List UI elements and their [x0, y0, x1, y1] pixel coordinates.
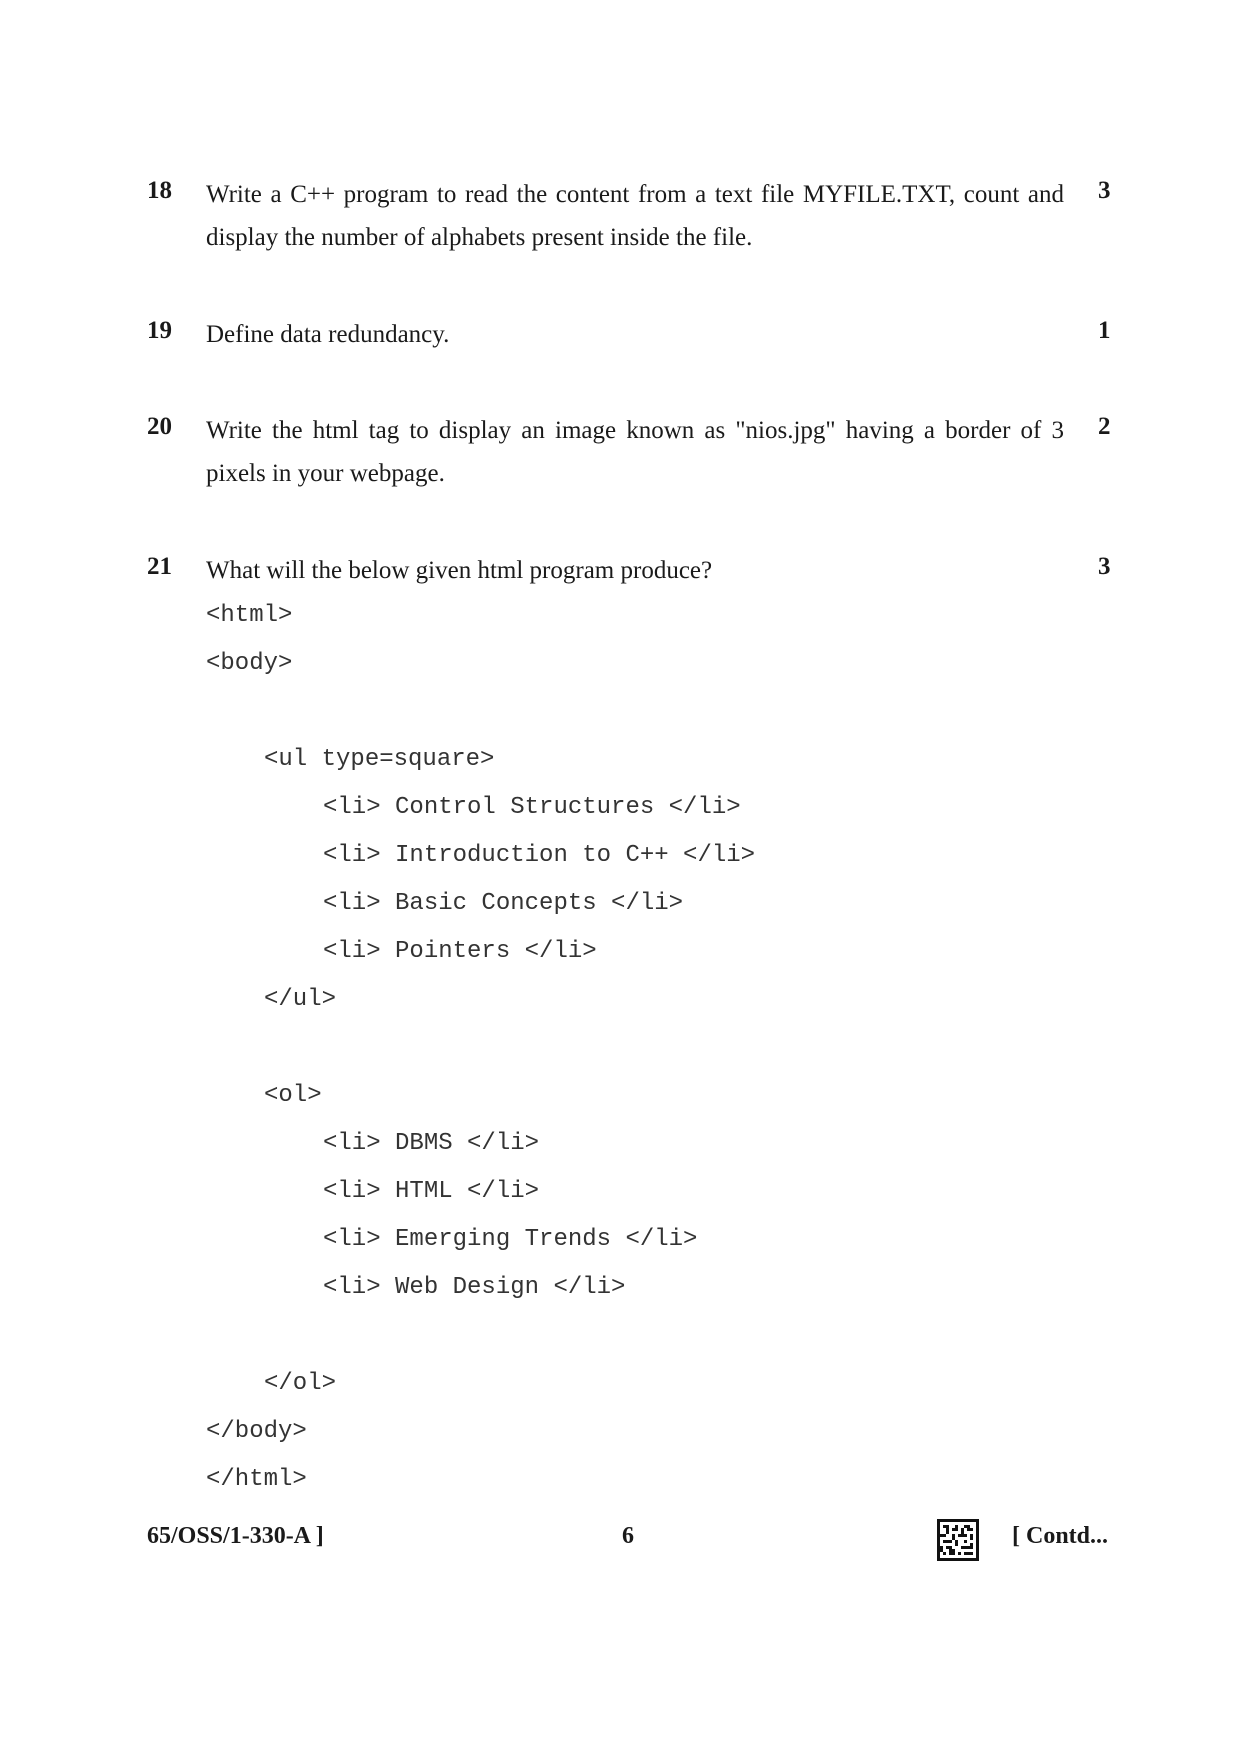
- code-line: <ul type=square>: [264, 746, 495, 773]
- page-number: 6: [622, 1523, 634, 1549]
- code-line: <li> Control Structures </li>: [323, 794, 741, 821]
- question-number: 20: [147, 413, 172, 440]
- code-line: <ol>: [264, 1082, 322, 1109]
- question-text: Define data redundancy.: [206, 321, 450, 348]
- code-line: <html>: [206, 602, 293, 629]
- question-marks: 1: [1098, 317, 1111, 344]
- code-line: <li> DBMS </li>: [323, 1130, 540, 1157]
- code-line: </ul>: [264, 986, 337, 1013]
- paper-code: 65/OSS/1-330-A ]: [147, 1523, 324, 1549]
- question-marks: 3: [1098, 177, 1111, 204]
- code-line: <body>: [206, 650, 293, 677]
- question-marks: 3: [1098, 553, 1111, 580]
- question-marks: 2: [1098, 413, 1111, 440]
- code-line: <li> Web Design </li>: [323, 1274, 626, 1301]
- code-line: </body>: [206, 1418, 307, 1445]
- qr-code-icon: [937, 1519, 979, 1561]
- code-line: <li> Basic Concepts </li>: [323, 890, 684, 917]
- continued-label: [ Contd...: [1012, 1523, 1109, 1549]
- code-line: <li> Pointers </li>: [323, 938, 597, 965]
- question-number: 21: [147, 553, 172, 580]
- code-line: <li> Emerging Trends </li>: [323, 1226, 698, 1253]
- question-text: Write the html tag to display an image known as "nios.jpg" having a border of 3 pixels in your webpage.: [206, 417, 1064, 487]
- question-text: What will the below given html program produce?: [206, 557, 713, 584]
- code-line: </ol>: [264, 1370, 337, 1397]
- question-text: Write a C++ program to read the content from a text file MYFILE.TXT, count and display the number of alphabets present inside the file.: [206, 181, 1064, 251]
- question-number: 18: [147, 177, 172, 204]
- code-line: </html>: [206, 1466, 307, 1493]
- question-number: 19: [147, 317, 172, 344]
- code-line: <li> Introduction to C++ </li>: [323, 842, 756, 869]
- code-line: <li> HTML </li>: [323, 1178, 540, 1205]
